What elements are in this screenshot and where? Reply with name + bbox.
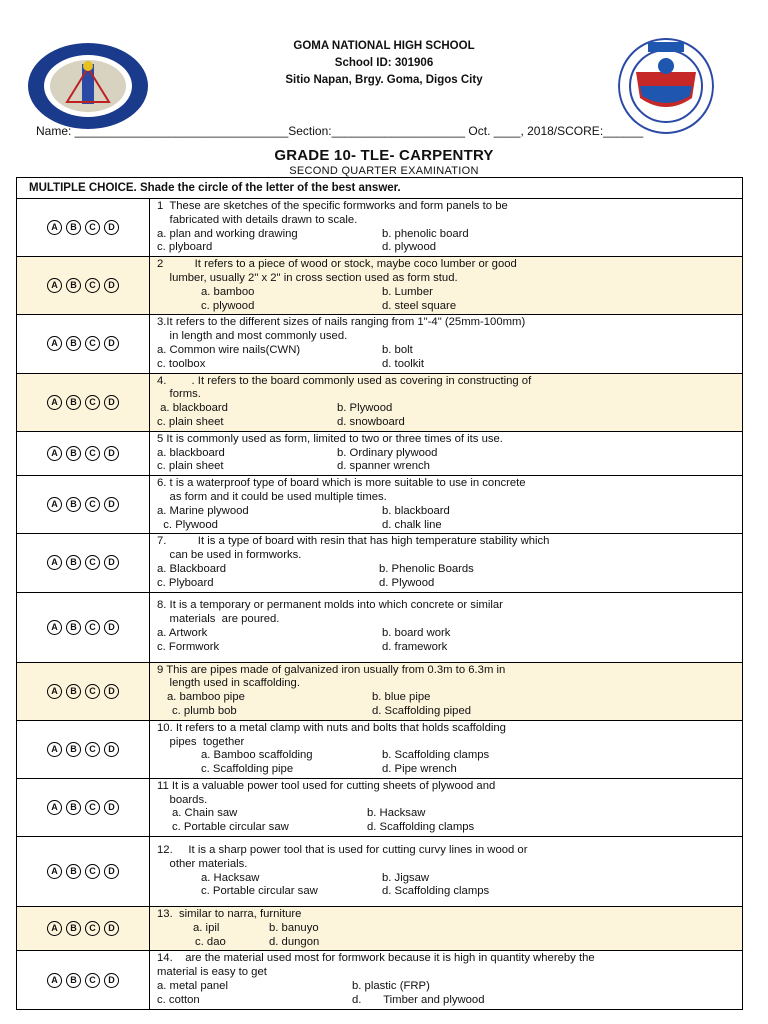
option-text: a. blackboard [157,402,228,415]
answer-bubble-d[interactable]: D [104,742,119,757]
answer-bubbles [17,199,150,257]
school-id: School ID: 301906 [334,57,434,69]
option-text: d. Scaffolding clamps [382,885,490,898]
question-line: pipes together [157,735,245,748]
answer-bubbles [17,315,150,373]
answer-bubble-c[interactable]: C [85,742,100,757]
option-text: b. blue pipe [372,691,431,704]
option-text: c. plumb bob [172,704,237,717]
answer-bubble-a[interactable]: A [47,973,62,988]
answer-bubble-a[interactable]: A [47,497,62,512]
answer-bubble-d[interactable]: D [104,684,119,699]
answer-bubbles [17,373,150,431]
question-row [17,662,743,720]
answer-bubble-c[interactable]: C [85,446,100,461]
answer-bubble-d[interactable]: D [104,395,119,410]
option-row [157,807,742,821]
option-text: a. Chain saw [172,807,238,820]
answer-bubbles [17,431,150,475]
answer-bubble-d[interactable]: D [104,278,119,293]
question-line: 10. It refers to a metal clamp with nuts and bolts that holds scaffolding [157,721,506,734]
school-name: GOMA NATIONAL HIGH SCHOOL [293,40,475,52]
option-text: d. steel square [382,299,457,312]
question-row [17,720,743,778]
option-text: a. bamboo [201,285,255,298]
question-text-cell [150,592,743,662]
question-line: 11 It is a valuable power tool used for cutting sheets of plywood and [157,779,496,792]
answer-bubble-a[interactable]: A [47,620,62,635]
answer-bubble-d[interactable]: D [104,973,119,988]
answer-bubble-b[interactable]: B [66,278,81,293]
option-text: d. snowboard [337,415,405,428]
answer-bubble-c[interactable]: C [85,395,100,410]
option-row [157,228,742,242]
answer-bubble-c[interactable]: C [85,921,100,936]
option-text: b. Lumber [382,285,433,298]
answer-bubbles [17,592,150,662]
answer-bubbles [17,720,150,778]
option-text: c. cotton [157,993,200,1006]
option-row [157,691,742,705]
instruction-row [17,178,743,199]
option-text: b. banuyo [269,921,319,934]
answer-bubble-a[interactable]: A [47,742,62,757]
option-text: d. dungon [269,935,320,948]
name-section-score-line[interactable]: Name: ________________________________Section:____________________ Oct. ____, 2018/SCORE:______ [36,124,644,138]
option-text: b. plastic (FRP) [352,980,430,993]
answer-bubble-b[interactable]: B [66,864,81,879]
question-row [17,778,743,836]
answer-bubbles [17,534,150,592]
option-text: b. Ordinary plywood [337,446,438,459]
option-row [157,344,742,358]
answer-bubble-d[interactable]: D [104,336,119,351]
question-text-cell [150,315,743,373]
option-text: a. bamboo pipe [167,691,245,704]
question-line: as form and it could be used multiple times. [157,490,387,503]
answer-bubble-a[interactable]: A [47,336,62,351]
option-text: c. dao [195,935,226,948]
option-text: a. Artwork [157,627,208,640]
option-text: b. blackboard [382,504,450,517]
question-line: material is easy to get [157,966,267,979]
question-line: 9 This are pipes made of galvanized iron usually from 0.3m to 6.3m in [157,663,506,676]
instruction-text: MULTIPLE CHOICE. Shade the circle of the letter of the best answer. [17,178,743,199]
answer-bubble-c[interactable]: C [85,800,100,815]
question-line: forms. [157,388,201,401]
option-row [157,505,742,519]
exam-title: GRADE 10- TLE- CARPENTRY [274,147,494,164]
option-text: d. Plywood [379,576,435,589]
answer-bubble-b[interactable]: B [66,395,81,410]
question-line: lumber, usually 2" x 2" in cross section used as form stud. [157,271,458,284]
question-line: fabricated with details drawn to scale. [157,213,358,226]
option-row [157,358,742,372]
answer-bubble-c[interactable]: C [85,973,100,988]
option-text: b. Hacksaw [367,807,426,820]
question-text-cell [150,431,743,475]
question-text-cell [150,373,743,431]
answer-bubble-b[interactable]: B [66,973,81,988]
division-seal-icon [618,36,714,136]
option-text: d. Scaffolding clamps [367,821,475,834]
option-row [157,402,742,416]
option-text: c. Portable circular saw [201,885,318,898]
answer-bubble-d[interactable]: D [104,555,119,570]
question-line: 12. It is a sharp power tool that is used for cutting curvy lines in wood or [157,843,528,856]
answer-bubble-c[interactable]: C [85,620,100,635]
question-text-cell [150,662,743,720]
question-text-cell [150,257,743,315]
question-line: in length and most commonly used. [157,330,348,343]
option-row [157,416,742,430]
option-text: c. Formwork [157,640,220,653]
option-text: a. ipil [193,921,220,934]
exam-subtitle: SECOND QUARTER EXAMINATION [289,165,479,177]
option-text: d. plywood [382,241,437,254]
question-line: 8. It is a temporary or permanent molds into which concrete or similar [157,599,503,612]
answer-bubbles [17,778,150,836]
option-text: d. framework [382,640,448,653]
option-text: b. Jigsaw [382,871,430,884]
question-row [17,534,743,592]
question-text-cell [150,720,743,778]
option-text: a. Marine plywood [157,504,249,517]
question-text-cell [150,837,743,907]
option-row [157,641,742,655]
question-row [17,431,743,475]
school-address: Sitio Napan, Brgy. Goma, Digos City [285,74,483,86]
option-text: b. Scaffolding clamps [382,749,490,762]
option-text: b. Phenolic Boards [379,562,474,575]
answer-bubble-b[interactable]: B [66,620,81,635]
option-row [157,241,742,255]
option-row [157,286,742,300]
answer-bubbles [17,837,150,907]
answer-bubble-b[interactable]: B [66,921,81,936]
option-text: b. Plywood [337,402,393,415]
option-row [157,763,742,777]
question-text-cell [150,476,743,534]
option-text: b. bolt [382,343,413,356]
option-text: a. Common wire nails(CWN) [157,343,301,356]
answer-bubble-d[interactable]: D [104,800,119,815]
option-row [157,821,742,835]
answer-bubbles [17,476,150,534]
question-line: 2 It refers to a piece of wood or stock, maybe coco lumber or good [157,258,517,271]
option-text: d. Scaffolding piped [372,704,472,717]
question-table [16,177,743,1010]
option-text: a. plan and working drawing [157,227,298,240]
question-text-cell [150,534,743,592]
option-row [157,936,742,950]
question-line: 13. similar to narra, furniture [157,908,302,921]
question-row [17,592,743,662]
option-row [157,519,742,533]
question-line: can be used in formworks. [157,549,302,562]
question-text-cell [150,951,743,1009]
option-text: d. toolkit [382,357,425,370]
option-row [157,922,742,936]
answer-bubble-a[interactable]: A [47,555,62,570]
question-row [17,951,743,1009]
option-text: c. toolbox [157,357,206,370]
question-line: 5 It is commonly used as form, limited to two or three times of its use. [157,432,503,445]
answer-bubble-a[interactable]: A [47,395,62,410]
option-row [157,447,742,461]
option-row [157,300,742,314]
answer-bubble-b[interactable]: B [66,742,81,757]
answer-bubble-d[interactable]: D [104,864,119,879]
option-text: c. plywood [201,299,255,312]
question-line: 14. are the material used most for formwork because it is high in quantity whereby the [157,952,595,965]
option-row [157,885,742,899]
question-row [17,257,743,315]
option-row [157,627,742,641]
option-text: d. Timber and plywood [352,993,485,1006]
question-line: 3.It refers to the different sizes of nails ranging from 1"-4" (25mm-100mm) [157,316,526,329]
answer-bubble-c[interactable]: C [85,864,100,879]
option-row [157,872,742,886]
answer-bubble-c[interactable]: C [85,336,100,351]
answer-bubble-b[interactable]: B [66,446,81,461]
answer-bubbles [17,662,150,720]
option-text: b. phenolic board [382,227,469,240]
answer-bubble-b[interactable]: B [66,220,81,235]
option-text: a. Blackboard [157,562,227,575]
question-line: boards. [157,793,208,806]
answer-bubble-a[interactable]: A [47,446,62,461]
answer-bubble-d[interactable]: D [104,620,119,635]
answer-bubble-c[interactable]: C [85,497,100,512]
option-text: c. Scaffolding pipe [201,763,294,776]
option-text: c. plyboard [157,241,213,254]
option-text: d. chalk line [382,518,442,531]
option-text: c. Portable circular saw [172,821,289,834]
question-text-cell [150,907,743,951]
answer-bubble-d[interactable]: D [104,921,119,936]
question-row [17,907,743,951]
option-text: c. plain sheet [157,415,224,428]
option-row [157,749,742,763]
answer-bubble-a[interactable]: A [47,278,62,293]
answer-bubbles [17,257,150,315]
option-text: a. Hacksaw [201,871,260,884]
answer-bubble-b[interactable]: B [66,800,81,815]
question-line: 4. . It refers to the board commonly used as covering in constructing of [157,374,532,387]
answer-bubble-b[interactable]: B [66,497,81,512]
option-text: a. Bamboo scaffolding [201,749,313,762]
question-line: other materials. [157,857,248,870]
answer-bubble-b[interactable]: B [66,336,81,351]
option-row [157,980,742,994]
answer-bubble-a[interactable]: A [47,220,62,235]
question-row [17,476,743,534]
answer-bubble-b[interactable]: B [66,555,81,570]
question-line: materials are poured. [157,613,280,626]
option-text: d. spanner wrench [337,460,430,473]
answer-bubble-a[interactable]: A [47,684,62,699]
option-text: c. Plyboard [157,576,214,589]
answer-bubble-d[interactable]: D [104,220,119,235]
option-text: a. blackboard [157,446,225,459]
answer-bubble-c[interactable]: C [85,278,100,293]
answer-bubble-c[interactable]: C [85,555,100,570]
answer-bubble-a[interactable]: A [47,800,62,815]
question-row [17,373,743,431]
question-line: 6. t is a waterproof type of board which is more suitable to use in concrete [157,477,526,490]
header [0,30,768,120]
answer-bubbles [17,951,150,1009]
answer-bubble-d[interactable]: D [104,446,119,461]
question-row [17,199,743,257]
answer-bubble-c[interactable]: C [85,220,100,235]
option-row [157,460,742,474]
option-row [157,994,742,1008]
option-text: b. board work [382,627,451,640]
question-text-cell [150,199,743,257]
answer-bubble-c[interactable]: C [85,684,100,699]
option-row [157,563,742,577]
option-text: c. Plywood [157,518,218,531]
answer-bubble-a[interactable]: A [47,921,62,936]
answer-bubble-d[interactable]: D [104,497,119,512]
option-row [157,705,742,719]
question-line: 1 These are sketches of the specific formworks and form panels to be [157,200,508,212]
question-text-cell [150,778,743,836]
option-row [157,577,742,591]
question-row [17,837,743,907]
question-line: 7. It is a type of board with resin that has high temperature stability which [157,535,550,548]
question-row [17,315,743,373]
answer-bubble-b[interactable]: B [66,684,81,699]
option-text: d. Pipe wrench [382,763,457,776]
option-text: a. metal panel [157,980,228,993]
answer-bubbles [17,907,150,951]
answer-bubble-a[interactable]: A [47,864,62,879]
option-text: c. plain sheet [157,460,224,473]
question-line: length used in scaffolding. [157,677,300,690]
